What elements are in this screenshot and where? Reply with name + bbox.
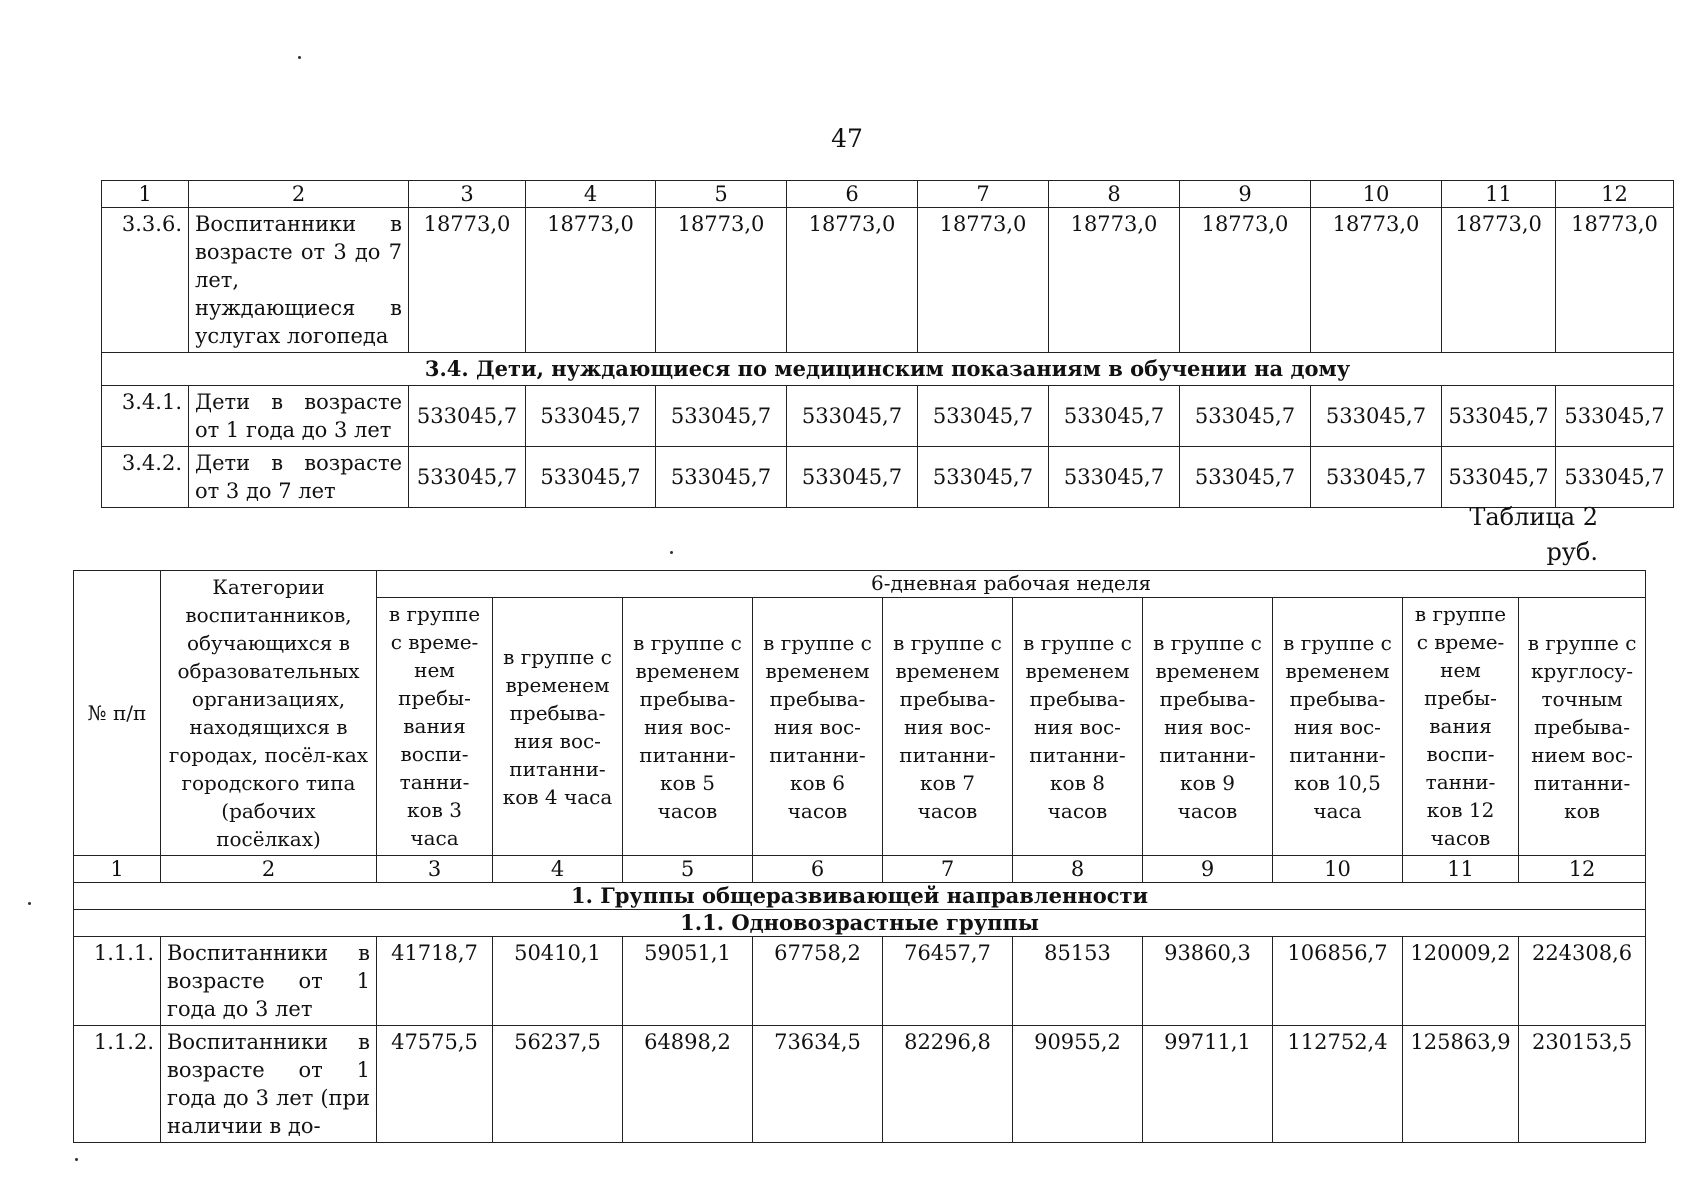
subsection-title: 1.1. Одновозрастные группы [74,910,1646,937]
cell-value: 85153 [1013,937,1143,1026]
cell-value: 59051,1 [623,937,753,1026]
group-header: 6-дневная рабочая неделя [377,571,1646,598]
table-unit: руб. [1546,538,1598,566]
col-number: 2 [161,856,377,883]
cell-value: 93860,3 [1143,937,1273,1026]
col-number: 5 [623,856,753,883]
cell-value: 18773,0 [1556,208,1674,353]
row-number: 3.3.6. [102,208,189,353]
col-number: 8 [1013,856,1143,883]
section-row [102,353,1674,386]
row-number: 1.1.2. [74,1026,161,1143]
table-row [74,937,1646,1026]
cell-value: 533045,7 [1442,386,1556,447]
sub-header: в группе с временем пребыва-ния вос-питанни-ков 8 часов [1013,598,1143,856]
scan-speck [670,551,673,554]
row-label: Дети в возрасте от 1 года до 3 лет [189,386,409,447]
col-number: 7 [918,181,1049,208]
table-2 [73,570,1646,1143]
cell-value: 56237,5 [493,1026,623,1143]
cell-value: 18773,0 [1311,208,1442,353]
row-label: Воспитанники в возрасте от 1 года до 3 лет (при наличии в до- [161,1026,377,1143]
column-number-row [74,856,1646,883]
cell-value: 533045,7 [1556,447,1674,508]
cell-value: 18773,0 [1180,208,1311,353]
table-row [102,386,1674,447]
cell-value: 533045,7 [918,386,1049,447]
cell-value: 67758,2 [753,937,883,1026]
cell-value: 533045,7 [409,386,526,447]
cell-value: 533045,7 [787,447,918,508]
cell-value: 533045,7 [409,447,526,508]
col-number: 9 [1143,856,1273,883]
scan-speck [298,56,301,59]
col-number: 8 [1049,181,1180,208]
row-label: Воспитанники в возрасте от 3 до 7 лет, нуждающиеся в услугах логопеда [189,208,409,353]
sub-header: в группе с временем пребыва-ния вос-питанни-ков 9 часов [1143,598,1273,856]
cell-value: 533045,7 [1180,386,1311,447]
col-number: 6 [787,181,918,208]
table-row [102,447,1674,508]
cell-value: 120009,2 [1403,937,1519,1026]
cell-value: 533045,7 [1311,447,1442,508]
row-number: 3.4.1. [102,386,189,447]
col-number: 9 [1180,181,1311,208]
cell-value: 533045,7 [1442,447,1556,508]
cell-value: 125863,9 [1403,1026,1519,1143]
cell-value: 533045,7 [656,386,787,447]
header-row [74,571,1646,598]
col-number: 11 [1403,856,1519,883]
scan-speck [75,1158,78,1161]
col-number: 10 [1273,856,1403,883]
col-number: 4 [493,856,623,883]
table-caption: Таблица 2 [1469,503,1598,531]
cell-value: 106856,7 [1273,937,1403,1026]
cell-value: 533045,7 [1311,386,1442,447]
col-number: 12 [1556,181,1674,208]
cell-value: 18773,0 [1049,208,1180,353]
col-number: 10 [1311,181,1442,208]
cell-value: 82296,8 [883,1026,1013,1143]
col-number: 1 [74,856,161,883]
table-row [102,208,1674,353]
sub-header: в группе с време-нем пребы-вания воспи-танни-ков 3 часа [377,598,493,856]
cell-value: 64898,2 [623,1026,753,1143]
section-title: 3.4. Дети, нуждающиеся по медицинским показаниям в обучении на дому [102,353,1674,386]
cell-value: 533045,7 [1049,386,1180,447]
cell-value: 47575,5 [377,1026,493,1143]
section-row [74,910,1646,937]
sub-header: в группе с временем пребыва-ния вос-питанни-ков 6 часов [753,598,883,856]
sub-header: в группе с круглосу-точным пребыва-нием вос-питанни-ков [1519,598,1646,856]
cell-value: 533045,7 [1180,447,1311,508]
cell-value: 41718,7 [377,937,493,1026]
page-number: 47 [831,124,863,153]
table-row [74,1026,1646,1143]
cell-value: 18773,0 [1442,208,1556,353]
sub-header: в группе с временем пребыва-ния вос-питанни-ков 4 часа [493,598,623,856]
col-number: 12 [1519,856,1646,883]
col-number: 2 [189,181,409,208]
cell-value: 18773,0 [656,208,787,353]
cell-value: 533045,7 [526,386,656,447]
col-category-header: Категории воспитанников, обучающихся в образовательных организациях, находящихся в городах, посёл-ках городского типа (рабочих посёлках) [161,571,377,856]
column-number-row [102,181,1674,208]
cell-value: 533045,7 [656,447,787,508]
table-1 [101,180,1674,508]
cell-value: 533045,7 [526,447,656,508]
sub-header: в группе с временем пребыва-ния вос-питанни-ков 5 часов [623,598,753,856]
cell-value: 533045,7 [1556,386,1674,447]
cell-value: 224308,6 [1519,937,1646,1026]
cell-value: 50410,1 [493,937,623,1026]
sub-header: в группе с време-нем пребы-вания воспи-танни-ков 12 часов [1403,598,1519,856]
row-label: Воспитанники в возрасте от 1 года до 3 лет [161,937,377,1026]
row-label: Дети в возрасте от 3 до 7 лет [189,447,409,508]
cell-value: 533045,7 [1049,447,1180,508]
cell-value: 230153,5 [1519,1026,1646,1143]
col-number: 3 [409,181,526,208]
cell-value: 73634,5 [753,1026,883,1143]
col-number: 5 [656,181,787,208]
cell-value: 99711,1 [1143,1026,1273,1143]
cell-value: 533045,7 [918,447,1049,508]
row-number: 3.4.2. [102,447,189,508]
sub-header: в группе с временем пребыва-ния вос-питанни-ков 7 часов [883,598,1013,856]
col-number: 6 [753,856,883,883]
col-number: 3 [377,856,493,883]
col-number: 7 [883,856,1013,883]
col-number: 1 [102,181,189,208]
cell-value: 112752,4 [1273,1026,1403,1143]
row-number: 1.1.1. [74,937,161,1026]
col-num-header: № п/п [74,571,161,856]
col-number: 11 [1442,181,1556,208]
cell-value: 18773,0 [918,208,1049,353]
cell-value: 18773,0 [409,208,526,353]
section-row [74,883,1646,910]
section-title: 1. Группы общеразвивающей направленности [74,883,1646,910]
cell-value: 18773,0 [526,208,656,353]
scan-speck [28,902,31,905]
col-number: 4 [526,181,656,208]
cell-value: 533045,7 [787,386,918,447]
cell-value: 76457,7 [883,937,1013,1026]
sub-header: в группе с временем пребыва-ния вос-питанни-ков 10,5 часа [1273,598,1403,856]
cell-value: 90955,2 [1013,1026,1143,1143]
cell-value: 18773,0 [787,208,918,353]
